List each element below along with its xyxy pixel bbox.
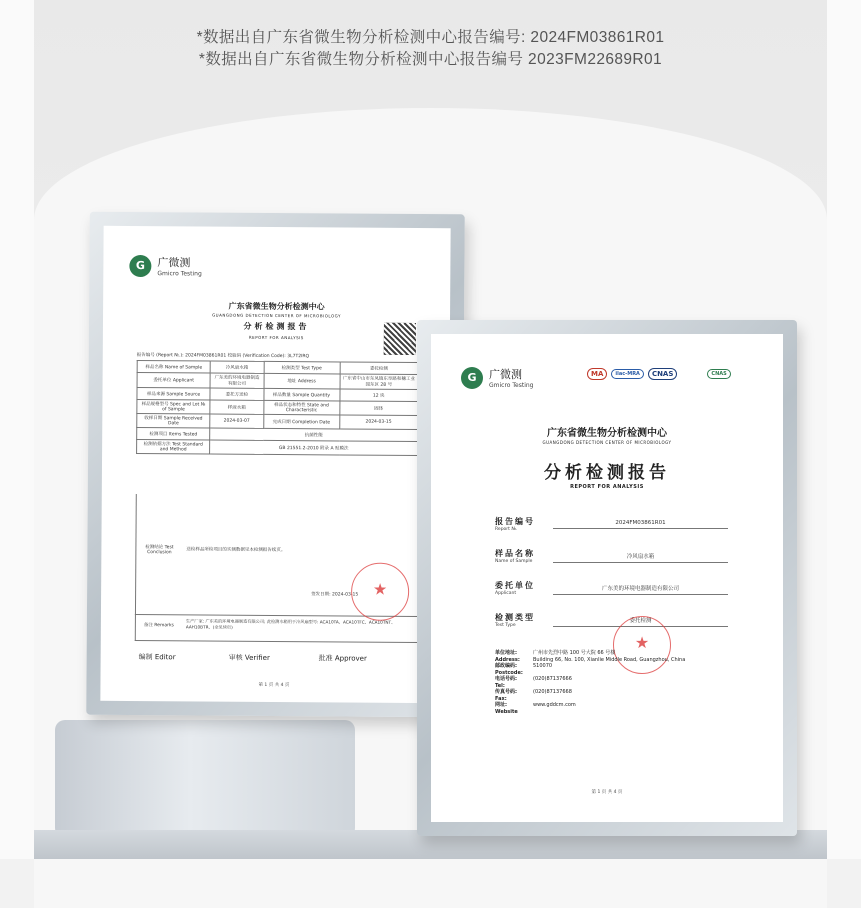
report-title-en: REPORT FOR ANALYSIS: [248, 334, 304, 341]
cnas-lab-badge-icon: CNAS: [707, 369, 730, 379]
page-margin-right: [827, 0, 861, 859]
contact-value: 510070: [533, 663, 553, 669]
contact-label: Postcode:: [495, 669, 523, 676]
logo: [461, 366, 533, 389]
ilac-badge-icon: ilac-MRA: [611, 369, 644, 379]
field-label: 样品名称: [495, 549, 535, 558]
field-value: 广东美的环境电器制造有限公司: [553, 584, 728, 595]
field-applicant: [495, 580, 745, 596]
field-label: 报告编号: [495, 517, 535, 526]
table-cell: 固体: [339, 401, 418, 416]
logo-english: Gmicro Testing: [157, 270, 202, 278]
table-cell: 抗菌性能: [210, 428, 418, 441]
cma-badge-icon: MA: [587, 368, 607, 380]
contact-value: (020)87137666: [533, 676, 572, 682]
table-cell: 2024-03-07: [210, 414, 263, 428]
table-cell: 委托检测: [340, 362, 419, 375]
table-cell: 样品名称 Name of Sample: [137, 361, 210, 374]
logo-icon: G: [129, 254, 151, 276]
table-cell: 样液水箱: [210, 400, 263, 414]
remarks-label: 备注 Remarks: [143, 623, 174, 629]
remarks-text: 生产厂家: 广东美的环境电器制造有限公司; 此检测水箱用于冷风扇型号: ACA10TA、ACA10TFC、ACA10TNT、AAH10BTR、(余见续页): [185, 618, 396, 630]
contact-label: Website: [495, 708, 518, 715]
issue-date: 签发日期: 2024-03-15: [311, 592, 359, 598]
report-table: [136, 360, 419, 456]
disclaimer-2: *数据出自广东省微生物分析检测中心报告编号 2023FM22689R01: [198, 51, 663, 68]
table-row: [137, 440, 418, 456]
contact-label: 网址:: [495, 702, 507, 708]
contact-block: [495, 650, 755, 715]
contact-value: www.gddcm.com: [533, 702, 576, 708]
accreditation-badges: [587, 368, 731, 380]
report-cover-page: [431, 334, 783, 822]
cnas-badge-icon: CNAS: [648, 368, 677, 380]
table-cell: 样品数量 Sample Quantity: [264, 388, 340, 401]
field-label-en: Applicant: [495, 591, 517, 596]
verifier-signature: 审核 Verifier: [228, 653, 270, 662]
logo-english: Gmicro Testing: [489, 382, 534, 389]
contact-label: Fax:: [495, 695, 507, 702]
table-cell: 样品来源 Sample Source: [137, 388, 210, 401]
field-label-en: Name of Sample: [495, 559, 533, 564]
report-title: 分析检测报告: [544, 463, 670, 483]
table-cell: 冷风扇水箱: [210, 361, 263, 373]
report-title: 分析检测报告: [243, 321, 310, 332]
table-cell: 检测类型 Test Type: [264, 361, 340, 374]
logo-icon: G: [461, 367, 483, 389]
field-value: 冷风扇水箱: [553, 552, 728, 563]
contact-value: Building 66, No. 100, Xianlie Middle Road, Guangzhou, China: [533, 656, 686, 663]
table-cell: 委托方送检: [210, 388, 263, 400]
contact-line: [495, 709, 755, 716]
center-name: 广东省微生物分析检测中心: [547, 428, 667, 439]
contact-label: Tel:: [495, 682, 505, 689]
table-cell: GB 21551.2-2010 附录 A 贴膜法: [210, 440, 418, 455]
table-cell: 12 块: [339, 389, 418, 402]
logo: [129, 254, 202, 278]
report-number-line: 报告编号 (Report №.): 2024FM03861R01 校验码 (Verification Code): 3L7T2IRQ: [136, 353, 310, 360]
table-cell: 委托单位 Applicant: [137, 373, 210, 389]
report-title-en: REPORT FOR ANALYSIS: [570, 484, 644, 490]
table-cell: 广东省中山市东凤镇东阜路和穗工业园东区 28 号: [340, 374, 419, 390]
conclusion-label: 检测结论 Test Conclusion: [145, 545, 174, 556]
field-label-en: Test Type: [495, 623, 516, 628]
field-label-en: Report №.: [495, 527, 518, 532]
report-page-1: [100, 226, 450, 703]
logo-name: 广微测: [157, 256, 191, 270]
center-name-en: GUANGDONG DETECTION CENTER OF MICROBIOLOGY: [542, 440, 672, 445]
conclusion-text: 送检样品所检项目的实测数据见本检测报告续页。: [186, 547, 286, 554]
report-frame-2: [417, 320, 797, 836]
field-value: 2024FM03861R01: [553, 520, 728, 529]
page-number: 第 1 页 共 4 页: [258, 682, 290, 689]
contact-label: Address:: [495, 656, 520, 663]
display-pedestal: [55, 720, 355, 838]
table-cell: 样品规格型号 Spec and Lot № of Sample: [137, 400, 210, 415]
field-label: 检测类型: [495, 613, 535, 622]
page-margin-left: [0, 0, 34, 859]
contact-value: 广州市先烈中路 100 号大院 66 号楼: [533, 650, 616, 656]
table-cell: 样品状态和特性 State and Characteristic: [263, 400, 339, 415]
contact-label: 电话号码:: [495, 676, 517, 682]
table-cell: 收样日期 Sample Received Date: [137, 414, 210, 429]
contact-value: (020)87137668: [533, 689, 572, 695]
field-report-number: [495, 516, 745, 532]
center-name: 广东省微生物分析检测中心: [228, 301, 325, 312]
field-label: 委托单位: [495, 581, 535, 590]
official-stamp: [351, 563, 409, 621]
center-name-en: GUANGDONG DETECTION CENTER OF MICROBIOLOGY: [212, 312, 342, 319]
table-cell: 检测项目 Items Tested: [137, 428, 210, 441]
report-frame-1: [86, 212, 465, 718]
contact-label: 传真号码:: [495, 689, 517, 695]
qr-code: [384, 323, 416, 355]
logo-name: 广微测: [489, 368, 522, 381]
disclaimer-1: *数据出自广东省微生物分析检测中心报告编号: 2024FM03861R01: [196, 29, 665, 46]
field-value: 委托检测: [553, 616, 728, 627]
table-cell: 2024-03-15: [339, 415, 418, 430]
contact-label: 邮政编码:: [495, 663, 517, 669]
table-cell: 完成日期 Completion Date: [263, 414, 339, 429]
editor-signature: 编制 Editor: [138, 653, 176, 662]
contact-label: 单位地址:: [495, 650, 517, 656]
table-cell: 广东美的环境电器制造有限公司: [210, 373, 263, 388]
table-cell: 地址 Address: [264, 373, 340, 389]
page-number: 第 1 页 共 4 页: [591, 790, 623, 795]
approver-signature: 批准 Approver: [318, 654, 367, 663]
field-sample-name: [495, 548, 745, 564]
table-cell: 检测依据方法 Test Standard and Method: [137, 440, 210, 455]
